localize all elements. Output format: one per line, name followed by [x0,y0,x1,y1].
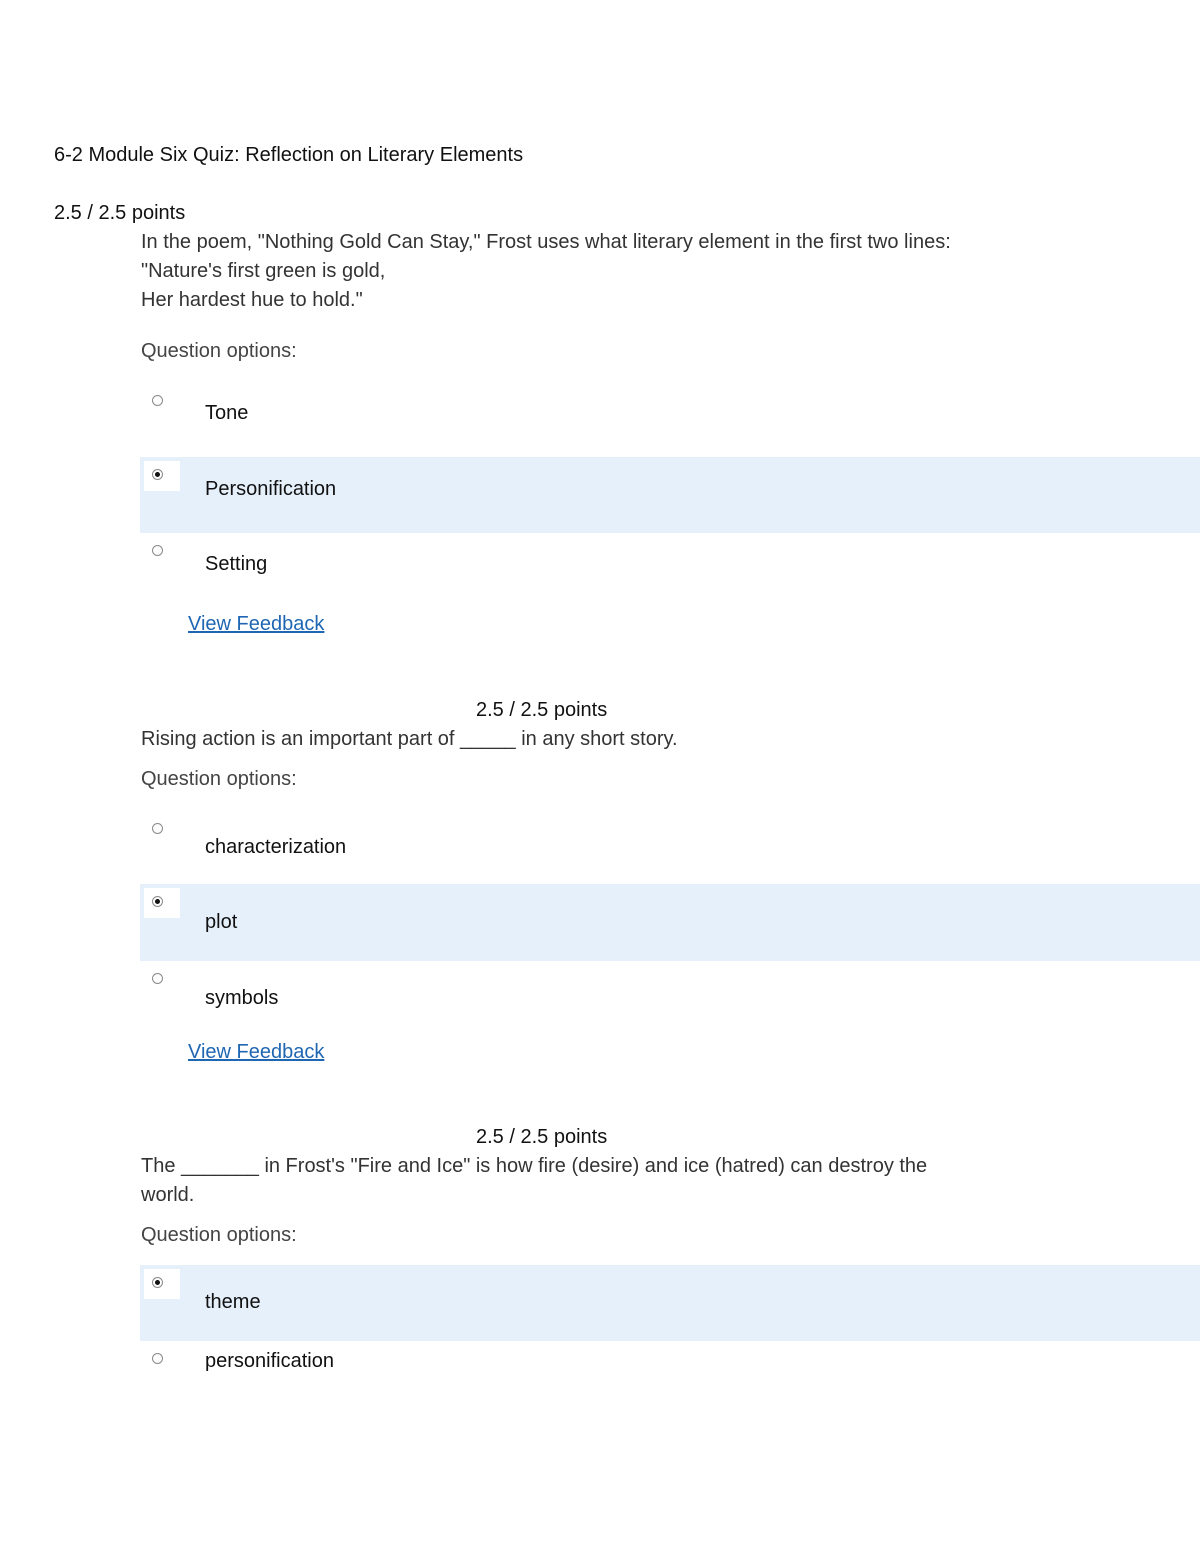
option-row[interactable] [140,1341,1200,1391]
radio-button[interactable] [152,545,163,556]
radio-button[interactable] [152,395,163,406]
question-3-points: 2.5 / 2.5 points [476,1126,608,1148]
option-row[interactable] [140,811,1200,884]
radio-dot-icon [155,1280,160,1285]
question-text-line: world. [141,1184,195,1206]
option-label: symbols [205,987,279,1009]
radio-container [144,965,180,995]
option-label: plot [205,911,238,933]
question-text-line: The _______ in Frost's "Fire and Ice" is how fire (desire) and ice (hatred) can destroy the [141,1155,928,1177]
radio-button[interactable] [152,823,163,834]
option-label: Personification [205,478,337,500]
question-text-line: Her hardest hue to hold." [141,289,363,311]
question-1-options-label: Question options: [141,340,297,362]
option-row-selected[interactable] [140,884,1200,961]
radio-container [144,461,180,491]
radio-button-checked[interactable] [152,896,163,907]
option-row[interactable] [140,533,1200,603]
question-3-text [141,1152,927,1210]
radio-button-checked[interactable] [152,1277,163,1288]
radio-container [144,1269,180,1299]
radio-button-checked[interactable] [152,469,163,480]
question-text-line: Rising action is an important part of _____ in any short story. [141,728,678,750]
page-title: 6-2 Module Six Quiz: Reflection on Literary Elements [54,144,524,166]
option-label: personification [205,1350,334,1372]
option-row[interactable] [140,961,1200,1033]
question-2-text [141,725,678,754]
question-text-line: In the poem, "Nothing Gold Can Stay," Frost uses what literary element in the first two lines: [141,231,951,253]
question-1-text [141,228,951,315]
question-3-options-label: Question options: [141,1224,297,1246]
radio-button[interactable] [152,1353,163,1364]
option-label: characterization [205,836,347,858]
option-row-selected[interactable] [140,457,1200,533]
option-label: Tone [205,402,249,424]
radio-container [144,537,180,567]
question-2-options-label: Question options: [141,768,297,790]
option-label: theme [205,1291,261,1313]
view-feedback-link[interactable]: View Feedback [188,1041,325,1063]
question-text-line: "Nature's first green is gold, [141,260,386,282]
option-label: Setting [205,553,268,575]
question-1-points: 2.5 / 2.5 points [54,202,186,224]
question-2-points: 2.5 / 2.5 points [476,699,608,721]
option-row[interactable] [140,383,1200,457]
radio-container [144,1345,180,1375]
radio-container [144,815,180,845]
radio-container [144,387,180,417]
radio-dot-icon [155,899,160,904]
option-row-selected[interactable] [140,1265,1200,1341]
radio-container [144,888,180,918]
radio-button[interactable] [152,973,163,984]
radio-dot-icon [155,472,160,477]
view-feedback-link[interactable]: View Feedback [188,613,325,635]
